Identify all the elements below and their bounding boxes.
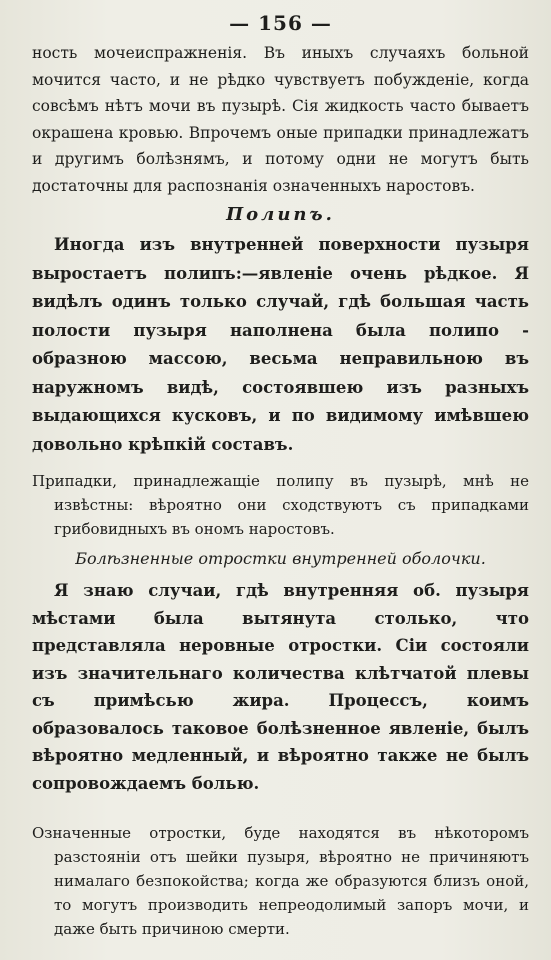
- polyp-paragraph: Иногда изъ внутренней поверхности пузыря выростаетъ полипъ:—явленіе очень рѣдкое. Я видѣлъ одинъ только случай, гдѣ большая часть полости пузыря наполнена была полипо - образною массою, весьма неправильною въ наружномъ видѣ, состоявшею изъ разныхъ выдающихся кусковъ, и по видимому имѣвшею довольно крѣпкій составъ.: [32, 235, 529, 454]
- intro-paragraph: ность мочеиспражненія. Въ иныхъ случаяхъ больной мочится часто, и не рѣдко чувствуетъ побужденіе, когда совсѣмъ нѣтъ мочи въ пузырѣ. Сія жидкость часто бываетъ окрашена кровью. Впрочемъ оные припадки принадлежатъ и другимъ болѣзнямъ, и потому одни не могутъ быть достаточны для распознанія означенныхъ наростовъ.: [32, 44, 529, 195]
- polyp-symptoms-paragraph: Припадки, принадлежащіе полипу въ пузырѣ, мнѣ не извѣстны: вѣроятно они сходствуютъ съ припадками грибовидныхъ въ ономъ наростовъ.: [32, 472, 529, 538]
- growths-paragraph: Я знаю случаи, гдѣ внутренняя об. пузыря мѣстами была вытянута столько, что представляла неровные отростки. Сіи состояли изъ значительнаго количества клѣтчатой плевы съ примѣсью жира. Процессъ, коимъ образовалось таковое болѣзненное явленіе, былъ вѣроятно медленный, и вѣроятно также не былъ сопровождаемъ болью.: [32, 581, 529, 793]
- page-number: — 156 —: [229, 11, 332, 35]
- growths-note-paragraph: Означенные отростки, буде находятся въ нѣкоторомъ разстояніи отъ шейки пузыря, вѣроятно не причиняютъ нималаго безпокойства; когда же образуются близъ оной, то могутъ производить непреодолимый запоръ мочи, и даже быть причиною смерти.: [32, 824, 529, 938]
- section-heading-growths: Болѣзненные отростки внутренней оболочки.: [75, 549, 486, 568]
- section-heading-polyp: Полипъ.: [226, 204, 335, 225]
